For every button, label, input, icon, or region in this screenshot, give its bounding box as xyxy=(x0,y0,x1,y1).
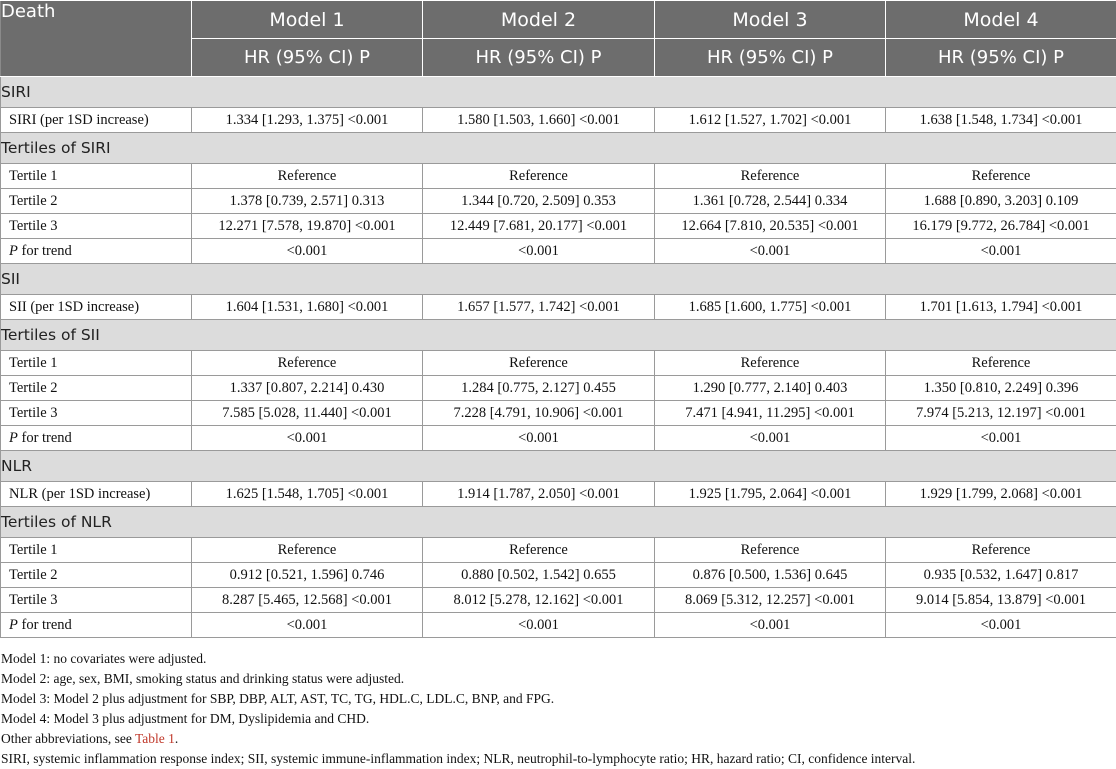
table-header xyxy=(1,1,1116,77)
footnote-model-4: Model 4: Model 3 plus adjustment for DM, Dyslipidemia and CHD. xyxy=(0,709,1116,729)
footnote-model-2: Model 2: age, sex, BMI, smoking status and drinking status were adjusted. xyxy=(0,669,1116,689)
model-2-value: <0.001 xyxy=(423,426,655,451)
row-label-text: Tertile 1 xyxy=(9,168,58,184)
model-1-value: 1.625 [1.548, 1.705] <0.001 xyxy=(192,482,423,507)
table-row xyxy=(1,239,1116,264)
model-4-value: Reference xyxy=(886,351,1116,376)
death-header: Death xyxy=(1,1,192,77)
footnotes xyxy=(0,649,1116,769)
section-row xyxy=(1,133,1116,164)
row-label xyxy=(1,239,192,264)
row-label xyxy=(1,613,192,638)
table-row xyxy=(1,295,1116,320)
footnote-abbreviations: SIRI, systemic inflammation response index; SII, systemic immune-inflammation index; NLR, neutrophil-to-lymphocyte ratio; HR, hazard ratio; CI, confidence interval. xyxy=(0,749,1116,769)
table-row xyxy=(1,482,1116,507)
row-label xyxy=(1,295,192,320)
model-3-value: 12.664 [7.810, 20.535] <0.001 xyxy=(655,214,886,239)
model-1-value: 8.287 [5.465, 12.568] <0.001 xyxy=(192,588,423,613)
model-4-subheader: HR (95% CI) P xyxy=(886,39,1116,77)
section-title: Tertiles of SII xyxy=(1,320,1116,351)
section-title: SIRI xyxy=(1,77,1116,108)
model-4-value: 1.701 [1.613, 1.794] <0.001 xyxy=(886,295,1116,320)
model-1-value: 1.337 [0.807, 2.214] 0.430 xyxy=(192,376,423,401)
model-3-value: 7.471 [4.941, 11.295] <0.001 xyxy=(655,401,886,426)
table-row xyxy=(1,164,1116,189)
row-label-italic: P xyxy=(9,617,18,633)
model-3-value: 0.876 [0.500, 1.536] 0.645 xyxy=(655,563,886,588)
row-label xyxy=(1,538,192,563)
model-1-value: 0.912 [0.521, 1.596] 0.746 xyxy=(192,563,423,588)
footnote-model-1: Model 1: no covariates were adjusted. xyxy=(0,649,1116,669)
model-3-value: <0.001 xyxy=(655,613,886,638)
table-1-link[interactable]: Table 1 xyxy=(135,731,175,746)
model-2-subheader: HR (95% CI) P xyxy=(423,39,655,77)
model-4-value: 0.935 [0.532, 1.647] 0.817 xyxy=(886,563,1116,588)
row-label xyxy=(1,563,192,588)
model-2-value: <0.001 xyxy=(423,239,655,264)
model-2-value: 7.228 [4.791, 10.906] <0.001 xyxy=(423,401,655,426)
model-2-header: Model 2 xyxy=(423,1,655,39)
model-2-value: Reference xyxy=(423,164,655,189)
model-1-header: Model 1 xyxy=(192,1,423,39)
row-label xyxy=(1,108,192,133)
model-4-header: Model 4 xyxy=(886,1,1116,39)
row-label xyxy=(1,214,192,239)
model-2-value: 0.880 [0.502, 1.542] 0.655 xyxy=(423,563,655,588)
section-title: Tertiles of NLR xyxy=(1,507,1116,538)
model-3-value: 1.290 [0.777, 2.140] 0.403 xyxy=(655,376,886,401)
footnote-other-suffix: . xyxy=(175,731,178,746)
table-row xyxy=(1,538,1116,563)
section-row xyxy=(1,77,1116,108)
model-3-value: 1.925 [1.795, 2.064] <0.001 xyxy=(655,482,886,507)
model-4-value: Reference xyxy=(886,164,1116,189)
row-label-text: Tertile 2 xyxy=(9,193,58,209)
row-label-text: SII (per 1SD increase) xyxy=(9,299,139,315)
row-label-text: for trend xyxy=(18,243,72,259)
model-3-value: <0.001 xyxy=(655,239,886,264)
row-label-text: for trend xyxy=(18,617,72,633)
model-4-value: <0.001 xyxy=(886,239,1116,264)
table-row xyxy=(1,613,1116,638)
model-1-value: 7.585 [5.028, 11.440] <0.001 xyxy=(192,401,423,426)
row-label-text: Tertile 1 xyxy=(9,542,58,558)
model-3-subheader: HR (95% CI) P xyxy=(655,39,886,77)
model-2-value: 1.657 [1.577, 1.742] <0.001 xyxy=(423,295,655,320)
model-4-value: <0.001 xyxy=(886,613,1116,638)
section-row xyxy=(1,264,1116,295)
row-label-text: Tertile 3 xyxy=(9,405,58,421)
table-row xyxy=(1,189,1116,214)
model-1-value: 12.271 [7.578, 19.870] <0.001 xyxy=(192,214,423,239)
model-1-value: 1.334 [1.293, 1.375] <0.001 xyxy=(192,108,423,133)
row-label-text: Tertile 2 xyxy=(9,380,58,396)
model-3-value: 1.361 [0.728, 2.544] 0.334 xyxy=(655,189,886,214)
row-label-italic: P xyxy=(9,430,18,446)
row-label xyxy=(1,426,192,451)
row-label xyxy=(1,189,192,214)
model-1-value: <0.001 xyxy=(192,613,423,638)
model-2-value: 1.344 [0.720, 2.509] 0.353 xyxy=(423,189,655,214)
row-label-text: Tertile 2 xyxy=(9,567,58,583)
section-title: SII xyxy=(1,264,1116,295)
model-1-value: Reference xyxy=(192,351,423,376)
section-title: Tertiles of SIRI xyxy=(1,133,1116,164)
row-label-text: NLR (per 1SD increase) xyxy=(9,486,150,502)
model-4-value: Reference xyxy=(886,538,1116,563)
footnote-other-abbreviations xyxy=(0,729,1116,749)
model-3-value: Reference xyxy=(655,538,886,563)
table-row xyxy=(1,426,1116,451)
model-2-value: Reference xyxy=(423,351,655,376)
model-2-value: 8.012 [5.278, 12.162] <0.001 xyxy=(423,588,655,613)
row-label xyxy=(1,482,192,507)
row-label xyxy=(1,351,192,376)
table-body xyxy=(1,77,1116,638)
model-1-value: <0.001 xyxy=(192,426,423,451)
footnote-other-prefix: Other abbreviations, see xyxy=(1,731,135,746)
model-4-value: 1.638 [1.548, 1.734] <0.001 xyxy=(886,108,1116,133)
model-3-value: Reference xyxy=(655,164,886,189)
row-label xyxy=(1,164,192,189)
model-3-value: 1.612 [1.527, 1.702] <0.001 xyxy=(655,108,886,133)
model-1-value: Reference xyxy=(192,538,423,563)
model-1-value: Reference xyxy=(192,164,423,189)
model-4-value: 16.179 [9.772, 26.784] <0.001 xyxy=(886,214,1116,239)
row-label-text: Tertile 3 xyxy=(9,218,58,234)
section-row xyxy=(1,320,1116,351)
row-label xyxy=(1,376,192,401)
model-3-header: Model 3 xyxy=(655,1,886,39)
section-title: NLR xyxy=(1,451,1116,482)
model-3-value: 8.069 [5.312, 12.257] <0.001 xyxy=(655,588,886,613)
table-row xyxy=(1,108,1116,133)
model-1-value: 1.604 [1.531, 1.680] <0.001 xyxy=(192,295,423,320)
model-1-value: 1.378 [0.739, 2.571] 0.313 xyxy=(192,189,423,214)
row-label xyxy=(1,401,192,426)
model-3-value: <0.001 xyxy=(655,426,886,451)
row-label-text: for trend xyxy=(18,430,72,446)
row-label-text: Tertile 1 xyxy=(9,355,58,371)
table-row xyxy=(1,214,1116,239)
model-4-value: 1.688 [0.890, 3.203] 0.109 xyxy=(886,189,1116,214)
model-4-value: 7.974 [5.213, 12.197] <0.001 xyxy=(886,401,1116,426)
model-2-value: <0.001 xyxy=(423,613,655,638)
row-label xyxy=(1,588,192,613)
table-row xyxy=(1,376,1116,401)
section-row xyxy=(1,507,1116,538)
table-row xyxy=(1,351,1116,376)
model-4-value: 1.350 [0.810, 2.249] 0.396 xyxy=(886,376,1116,401)
model-3-value: Reference xyxy=(655,351,886,376)
model-2-value: 1.914 [1.787, 2.050] <0.001 xyxy=(423,482,655,507)
model-4-value: <0.001 xyxy=(886,426,1116,451)
table-row xyxy=(1,563,1116,588)
model-2-value: Reference xyxy=(423,538,655,563)
model-4-value: 9.014 [5.854, 13.879] <0.001 xyxy=(886,588,1116,613)
footnote-model-3: Model 3: Model 2 plus adjustment for SBP, DBP, ALT, AST, TC, TG, HDL.C, LDL.C, BNP, and FPG. xyxy=(0,689,1116,709)
model-3-value: 1.685 [1.600, 1.775] <0.001 xyxy=(655,295,886,320)
model-2-value: 12.449 [7.681, 20.177] <0.001 xyxy=(423,214,655,239)
table-row xyxy=(1,588,1116,613)
row-label-italic: P xyxy=(9,243,18,259)
section-row xyxy=(1,451,1116,482)
model-1-value: <0.001 xyxy=(192,239,423,264)
model-1-subheader: HR (95% CI) P xyxy=(192,39,423,77)
model-4-value: 1.929 [1.799, 2.068] <0.001 xyxy=(886,482,1116,507)
table-row xyxy=(1,401,1116,426)
model-2-value: 1.284 [0.775, 2.127] 0.455 xyxy=(423,376,655,401)
row-label-text: SIRI (per 1SD increase) xyxy=(9,112,149,128)
model-2-value: 1.580 [1.503, 1.660] <0.001 xyxy=(423,108,655,133)
row-label-text: Tertile 3 xyxy=(9,592,58,608)
